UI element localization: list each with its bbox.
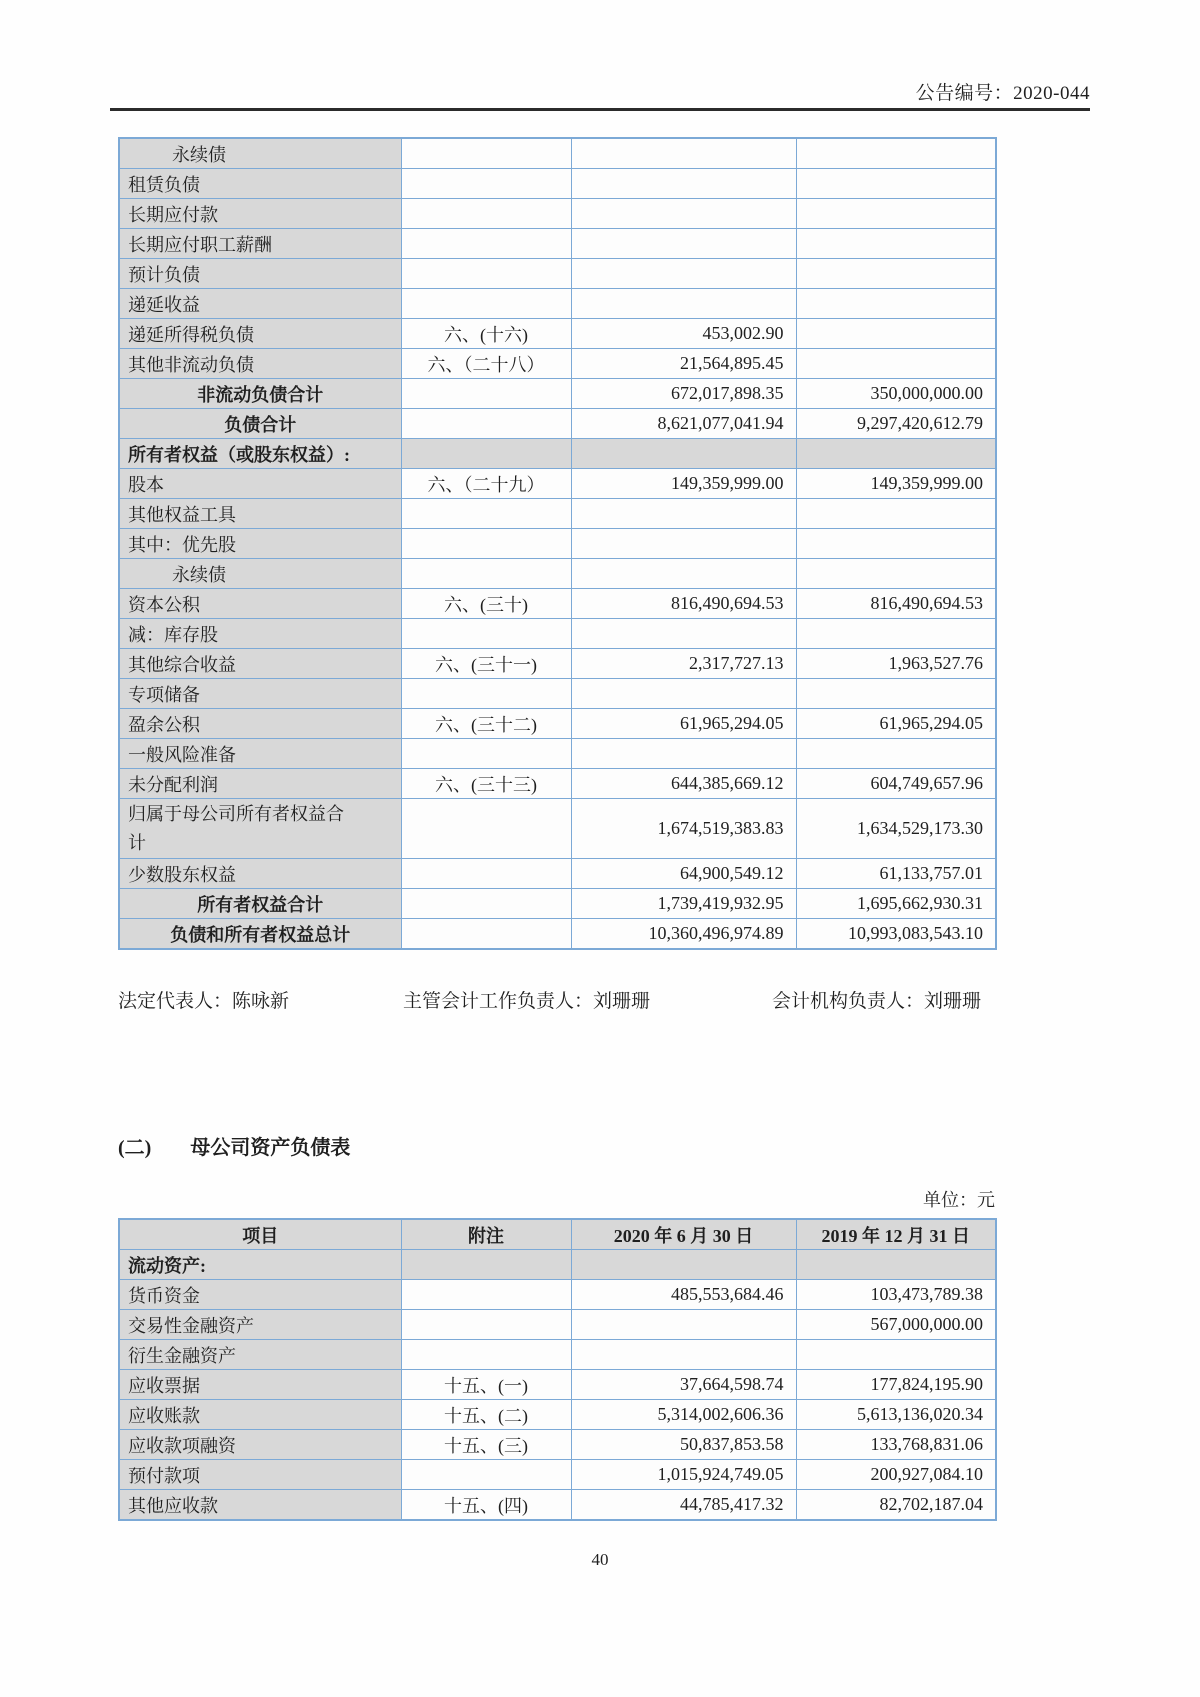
value-current-cell: 149,359,999.00: [571, 469, 796, 499]
value-prior-cell: 133,768,831.06: [796, 1430, 996, 1460]
value-current-cell: 1,015,924,749.05: [571, 1460, 796, 1490]
table-row: [119, 499, 996, 529]
value-current-cell: 8,621,077,041.94: [571, 409, 796, 439]
note-ref-cell: [401, 559, 571, 589]
item-label-cell: 流动资产:: [119, 1250, 401, 1280]
table-row: [119, 409, 996, 439]
note-ref-cell: [401, 379, 571, 409]
item-label-cell: 预付款项: [119, 1460, 401, 1490]
value-current-cell: [571, 499, 796, 529]
item-label-cell: 负债合计: [119, 409, 401, 439]
value-prior-cell: 61,965,294.05: [796, 709, 996, 739]
table-row: [119, 1400, 996, 1430]
note-ref-cell: [401, 138, 571, 169]
item-label-cell: 资本公积: [119, 589, 401, 619]
value-current-cell: [571, 169, 796, 199]
value-current-cell: 44,785,417.32: [571, 1490, 796, 1521]
note-ref-cell: [401, 1310, 571, 1340]
note-ref-cell: [401, 1340, 571, 1370]
value-prior-cell: [796, 739, 996, 769]
value-current-cell: [571, 259, 796, 289]
table-row: [119, 649, 996, 679]
item-label-cell: 非流动负债合计: [119, 379, 401, 409]
value-current-cell: 10,360,496,974.89: [571, 919, 796, 950]
table-row: [119, 319, 996, 349]
table-row: [119, 439, 996, 469]
value-current-cell: 5,314,002,606.36: [571, 1400, 796, 1430]
note-ref-cell: 十五、(四): [401, 1490, 571, 1521]
note-ref-cell: 六、(十六): [401, 319, 571, 349]
item-label-cell: 归属于母公司所有者权益合计: [119, 799, 401, 859]
value-current-cell: [571, 439, 796, 469]
item-label-cell: 少数股东权益: [119, 859, 401, 889]
item-label-cell: 长期应付职工薪酬: [119, 229, 401, 259]
item-label-cell: 应收款项融资: [119, 1430, 401, 1460]
table2-body: [119, 1250, 996, 1521]
table-row: [119, 229, 996, 259]
value-current-cell: [571, 229, 796, 259]
item-label-cell: 专项储备: [119, 679, 401, 709]
value-current-cell: [571, 1340, 796, 1370]
table-row: [119, 1250, 996, 1280]
note-ref-cell: [401, 499, 571, 529]
section-index: (二): [118, 1137, 152, 1159]
column-header: 附注: [401, 1219, 571, 1250]
note-ref-cell: [401, 619, 571, 649]
value-prior-cell: 9,297,420,612.79: [796, 409, 996, 439]
value-prior-cell: [796, 169, 996, 199]
accounting-org-head: 会计机构负责人：刘珊珊: [772, 991, 982, 1012]
value-current-cell: [571, 1310, 796, 1340]
value-prior-cell: [796, 138, 996, 169]
note-ref-cell: 六、(三十一): [401, 649, 571, 679]
table-row: [119, 799, 996, 859]
note-ref-cell: [401, 409, 571, 439]
item-label-cell: 应收票据: [119, 1370, 401, 1400]
value-current-cell: [571, 679, 796, 709]
table2-header-row: [119, 1219, 996, 1250]
note-ref-cell: [401, 289, 571, 319]
value-prior-cell: [796, 259, 996, 289]
value-current-cell: 1,739,419,932.95: [571, 889, 796, 919]
table-row: [119, 1460, 996, 1490]
item-label-cell: 所有者权益（或股东权益）:: [119, 439, 401, 469]
item-label-cell: 递延所得税负债: [119, 319, 401, 349]
note-ref-cell: 六、(三十三): [401, 769, 571, 799]
page-number: 40: [591, 1550, 609, 1569]
table-row: [119, 559, 996, 589]
table-row: [119, 169, 996, 199]
item-label-cell: 永续债: [119, 559, 401, 589]
value-current-cell: 644,385,669.12: [571, 769, 796, 799]
value-prior-cell: 1,634,529,173.30: [796, 799, 996, 859]
item-label-cell: 其他权益工具: [119, 499, 401, 529]
value-current-cell: [571, 289, 796, 319]
value-current-cell: [571, 529, 796, 559]
value-prior-cell: 103,473,789.38: [796, 1280, 996, 1310]
value-prior-cell: [796, 319, 996, 349]
note-ref-cell: [401, 229, 571, 259]
value-prior-cell: 567,000,000.00: [796, 1310, 996, 1340]
legal-representative: 法定代表人：陈咏新: [118, 991, 290, 1012]
value-current-cell: [571, 739, 796, 769]
value-current-cell: 672,017,898.35: [571, 379, 796, 409]
value-prior-cell: 1,695,662,930.31: [796, 889, 996, 919]
value-prior-cell: 5,613,136,020.34: [796, 1400, 996, 1430]
value-prior-cell: [796, 619, 996, 649]
section-heading: [118, 1131, 350, 1160]
item-label-cell: 未分配利润: [119, 769, 401, 799]
value-prior-cell: [796, 229, 996, 259]
table-row: [119, 469, 996, 499]
value-prior-cell: [796, 349, 996, 379]
note-ref-cell: [401, 1250, 571, 1280]
item-label-cell: 一般风险准备: [119, 739, 401, 769]
column-header: 2020 年 6 月 30 日: [571, 1219, 796, 1250]
table-row: [119, 709, 996, 739]
value-prior-cell: [796, 1340, 996, 1370]
table-row: [119, 1310, 996, 1340]
notice-number: 公告编号：2020-044: [915, 83, 1090, 104]
value-prior-cell: 604,749,657.96: [796, 769, 996, 799]
header-divider: [110, 108, 1090, 111]
item-label-cell: 其他非流动负债: [119, 349, 401, 379]
value-prior-cell: [796, 439, 996, 469]
note-ref-cell: 十五、(三): [401, 1430, 571, 1460]
item-label-cell: 负债和所有者权益总计: [119, 919, 401, 950]
table-row: [119, 349, 996, 379]
note-ref-cell: [401, 919, 571, 950]
table-row: [119, 259, 996, 289]
table-row: [119, 1370, 996, 1400]
table-row: [119, 919, 996, 950]
value-prior-cell: 177,824,195.90: [796, 1370, 996, 1400]
note-ref-cell: 六、（二十九）: [401, 469, 571, 499]
table-row: [119, 1340, 996, 1370]
note-ref-cell: [401, 799, 571, 859]
item-label-cell: 衍生金融资产: [119, 1340, 401, 1370]
value-prior-cell: [796, 679, 996, 709]
note-ref-cell: [401, 859, 571, 889]
item-label-cell: 货币资金: [119, 1280, 401, 1310]
signature-line: [0, 986, 1200, 1012]
note-ref-cell: [401, 199, 571, 229]
table1-body: [119, 138, 996, 949]
table-row: [119, 739, 996, 769]
table-row: [119, 1490, 996, 1521]
note-ref-cell: [401, 1280, 571, 1310]
note-ref-cell: [401, 739, 571, 769]
column-header: 2019 年 12 月 31 日: [796, 1219, 996, 1250]
table-row: [119, 379, 996, 409]
value-prior-cell: [796, 289, 996, 319]
table-row: [119, 1280, 996, 1310]
value-prior-cell: [796, 559, 996, 589]
value-prior-cell: 82,702,187.04: [796, 1490, 996, 1521]
value-current-cell: 37,664,598.74: [571, 1370, 796, 1400]
item-label-cell: 交易性金融资产: [119, 1310, 401, 1340]
table-row: [119, 769, 996, 799]
value-current-cell: 50,837,853.58: [571, 1430, 796, 1460]
value-prior-cell: 816,490,694.53: [796, 589, 996, 619]
table-row: [119, 619, 996, 649]
table-row: [119, 859, 996, 889]
value-prior-cell: [796, 199, 996, 229]
item-label-cell: 其他应收款: [119, 1490, 401, 1521]
column-header: 项目: [119, 1219, 401, 1250]
parent-company-balance-sheet-table: [118, 1218, 997, 1521]
item-label-cell: 股本: [119, 469, 401, 499]
value-current-cell: 485,553,684.46: [571, 1280, 796, 1310]
item-label-cell: 预计负债: [119, 259, 401, 289]
value-current-cell: 61,965,294.05: [571, 709, 796, 739]
note-ref-cell: 六、(三十): [401, 589, 571, 619]
value-prior-cell: 149,359,999.00: [796, 469, 996, 499]
value-prior-cell: 10,993,083,543.10: [796, 919, 996, 950]
table-row: [119, 1430, 996, 1460]
value-current-cell: 21,564,895.45: [571, 349, 796, 379]
value-current-cell: [571, 1250, 796, 1280]
value-prior-cell: [796, 529, 996, 559]
item-label-cell: 减：库存股: [119, 619, 401, 649]
note-ref-cell: 六、（二十八）: [401, 349, 571, 379]
table-row: [119, 889, 996, 919]
note-ref-cell: [401, 529, 571, 559]
item-label-cell: 应收账款: [119, 1400, 401, 1430]
value-current-cell: [571, 559, 796, 589]
item-label-cell: 其中：优先股: [119, 529, 401, 559]
table-row: [119, 679, 996, 709]
value-current-cell: [571, 199, 796, 229]
value-current-cell: 64,900,549.12: [571, 859, 796, 889]
value-prior-cell: 61,133,757.01: [796, 859, 996, 889]
value-prior-cell: 200,927,084.10: [796, 1460, 996, 1490]
item-label-cell: 所有者权益合计: [119, 889, 401, 919]
table-row: [119, 589, 996, 619]
note-ref-cell: [401, 439, 571, 469]
balance-sheet-continued-table: [118, 137, 997, 950]
item-label-cell: 租赁负债: [119, 169, 401, 199]
table-row: [119, 529, 996, 559]
value-prior-cell: 350,000,000.00: [796, 379, 996, 409]
item-label-cell: 长期应付款: [119, 199, 401, 229]
table-row: [119, 138, 996, 169]
item-label-cell: 其他综合收益: [119, 649, 401, 679]
value-current-cell: 453,002.90: [571, 319, 796, 349]
value-prior-cell: [796, 499, 996, 529]
note-ref-cell: [401, 169, 571, 199]
note-ref-cell: [401, 1460, 571, 1490]
note-ref-cell: [401, 259, 571, 289]
value-current-cell: 816,490,694.53: [571, 589, 796, 619]
note-ref-cell: 六、(三十二): [401, 709, 571, 739]
value-current-cell: [571, 138, 796, 169]
value-current-cell: [571, 619, 796, 649]
unit-label: 单位：元: [923, 1190, 995, 1210]
value-current-cell: 2,317,727.13: [571, 649, 796, 679]
section-title: 母公司资产负债表: [190, 1137, 351, 1159]
table-row: [119, 289, 996, 319]
item-label-cell: 递延收益: [119, 289, 401, 319]
note-ref-cell: [401, 889, 571, 919]
value-prior-cell: 1,963,527.76: [796, 649, 996, 679]
item-label-cell: 盈余公积: [119, 709, 401, 739]
note-ref-cell: 十五、(一): [401, 1370, 571, 1400]
table-row: [119, 199, 996, 229]
value-prior-cell: [796, 1250, 996, 1280]
accounting-head: 主管会计工作负责人：刘珊珊: [403, 991, 651, 1012]
note-ref-cell: 十五、(二): [401, 1400, 571, 1430]
item-label-cell: 永续债: [119, 138, 401, 169]
value-current-cell: 1,674,519,383.83: [571, 799, 796, 859]
note-ref-cell: [401, 679, 571, 709]
